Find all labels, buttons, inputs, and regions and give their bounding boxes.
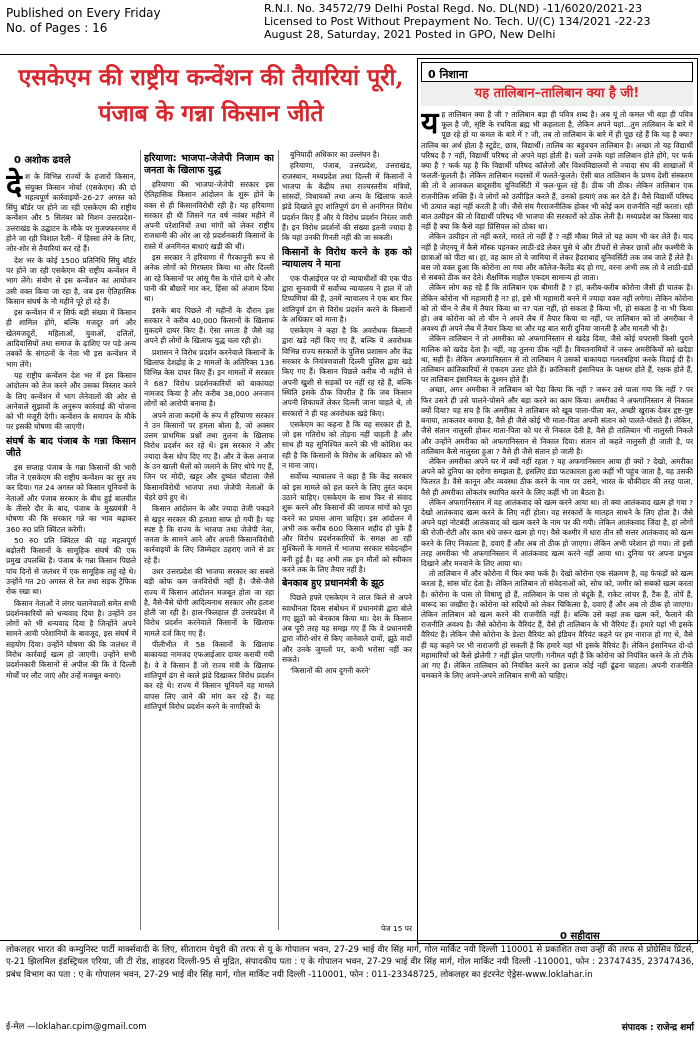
column-divider [140,150,141,930]
byline: 0 अशोक ढवले [14,155,71,166]
page-count: No. of Pages : 16 [6,21,108,35]
lead-column-1 [6,150,136,930]
paragraph: पीलीभीत में 58 किसानों के खिलाफ बाकायदा नामजद एफआईआर दायर करायी गयी है। वे वे किसान हैं जो राज्य मंत्री के खिलाफ शांतिपूर्ण ढंग से काले झंडे दिखाकर विरोध प्रदर्शन कर रहे थे। राज्य में किसान यूनियनें यह मामले वापस लिए जाने की मांग कर रहे हैं। यह शांतिपूर्ण विरोध प्रदर्शन करने के नागरिकों के [144,640,274,711]
column-label: 0 निशाना [428,68,468,81]
paragraph: 'किसानों की आय दुगनी करने' [290,666,371,676]
continued-on: पेज 15 पर [380,924,412,933]
sidebar-body [421,110,693,938]
paragraph: इस कन्वेंशन में न सिर्फ बड़ी संख्या में किसान ही शामिल होंगे, बल्कि मजदूर वर्ग और खेतमजदूरों, महिलाओं, युवाओं, दलितों, आदिवासियों तथा समाज के ढ़ाशिए पर पड़े अन्य तबकों के संगठनों के नेता भी इस कन्वेंशन में भाग लेंगे। [6,308,136,369]
rni-number: R.N.I. No. 34572/79 Delhi Postal Regd. No. DL(ND) -11/6020/2021-23 [264,2,643,15]
paragraph: यह राष्ट्रीय कन्वेंशन देश भर में इस किसान आंदोलन को तेज करने और उसका विस्तार करने के लिए कन्वेंशन में भाग लेनेवालों की ओर से आनेवाले सुझावों के अनुरूप कार्रवाई की योजना को भी मंजूरी देगी। कन्वेंशन के समापन के मौके पर इसकी घोषणा की जाएगी। [6,370,136,432]
column-divider [278,150,279,930]
paragraph: श के विभिन्न राज्यों के हजारों किसान, संयुक्त किसान मोर्चा (एसकेएम) की दो महत्वपूर्ण कार्रवाइयों–26-27 अगस्त को सिंघु बॉर्डर पर होने जा रही एसकेएम की राष्ट्रीय कन्वेंशन और 5 सितंबर को मिशन उत्तरप्रदेश–उत्तराखंड के उद्घाटन के मौके पर मुजफ्फरनगर में होने जा रही विशाल रैली– में हिस्सा लेने के लिए, जोर-शोर से तैयारियां कर रहे हैं। [6,172,136,254]
paragraph: किसान नेताओं ने लंगर चलानेवालों समेत सभी प्रदर्शनकारियों को धन्यवाद दिया है। उन्होंने उन लोगों को भी धन्यवाद दिया है जिन्होंने अपने सामने आयी परेशानियों के बावजूद, इस संघर्ष में सहयोग दिया। उन्होंने घोषणा की कि जलंधर में विरोध कार्रवाई खत्म हो जाएगी। उन्होंने सभी प्रदर्शनकारी किसानों से अपील की कि वे दिल्ली मोर्चों पर लौट जाएं और उन्हें मजबूत बनाएं। [6,598,136,680]
subheading: किसानों के विरोध करने के हक को न्यायालय ने माना [282,246,412,270]
paragraph: लेकिन लोग कह रहे हैं कि तालिबान एक बीमारी है ? हां, करीब-करीब कोरोना जैसी ही घातक है। लेकिन कोरोना भी महामारी है न? हां, इसे भी महामारी बनने में ज्यादा वक्त नहीं लगेगा। लेकिन कोरोना को तो चीन ने लैब में तैयार किया था न? पता नहीं, हो सकता है किया भी, हो सकता है ना भी किया हो। अब कोरोना को तो चीन ने अपने लैब में तैयार किया या नहीं, पर तालिबान को तो अमरीका ने अवश्य ही अपने लैब में तैयार किया था और यह बात सारी दुनिया जानती है और मानती भी है। [421,283,693,334]
paragraph: हरियाणा, पंजाब, उत्तरप्रदेश, उत्तराखंड, राजस्थान, मध्यप्रदेश तथा दिल्ली में किसानों ने भाजपा के केंद्रीय तथा राज्यस्तरीय मंत्रियों, सांसदों, विधायकों तथा अन्य के खिलाफ काले झंडे दिखाते हुए शांतिपूर्ण ढंग से अनगिनत विरोध प्रदर्शन किए हैं और ये विरोध प्रदर्शन निरंतर जारी हैं। इन विरोध प्रदर्शनों की संख्या इतनी ज्यादा है कि यहां उनकी गिनती नहीं की जा सकती। [282,161,412,243]
editor-credit: संपादक : राजेन्द्र शर्मा [621,1023,694,1033]
lead-column-3 [282,150,412,930]
issue-date: August 28, Saturday, 2021 Posted in GPO, New Delhi [264,28,556,41]
imprint-line: लोकलहर भारत की कम्युनिस्ट पार्टी मार्क्सवादी के लिए, सीताराम येचुरी की तरफ से यू के गोपालन भवन, 27-29 भाई वीर सिंह मार्ग, गोल मार्किट नयी दिल्ली 110001 से प्रकाशित तथा उन्हीं की तरफ से प्रोग्रेसिव प्रिंटर्स, ए-21 झिलमिल इंडस्ट्रियल एरिया, जी टी रोड, शाहदरा दिल्ली-95 से मुद्रित, संपादकीय पता : ए के गोपालन भवन, 27-29 भाई वीर सिंह मार्ग, गोल मार्किट नयी दिल्ली -110001, फोन : 23747435, 23747436, प्रबंध विभाग का पता : ए के गोपालन भवन, 27-29 भाई वीर सिंह मार्ग, गोल मार्किट नयी दिल्ली -110001, फोन : 011-23348725, लोकलहर का इंटरनेट ऐड्रेस-www.loklahar.in [6,945,694,980]
masthead-left [6,6,161,36]
dropcap: य [421,110,439,141]
subheading: बेनकाब हुए प्रधानमंत्री के झूठ [282,578,384,590]
top-divider [0,54,700,55]
paragraph: एसकेएम का कहना है कि यह सरकार ही है, जो इस गतिरोध को तोड़ना नहीं चाहती है और साथ ही यह सुनिश्चित करने की भी कोशिश कर रही है कि किसानों के विरोध के अधिकार को भी न माना जाए। [282,419,412,471]
paragraph: बुनियादी अधिकार का उल्लंघन है। [290,150,380,159]
sidebar-signature: 0 सहीदास [560,931,600,942]
paragraph: इस सप्ताह पंजाब के गन्ना किसानों की भारी जीत ने एसकेएम की राष्ट्रीय कन्वेंशन का सुर तय कर दिया। गत 24 अगस्त को किसान यूनियनों के नेताओं और पंजाब सरकार के बीच हुई बातचीत के तीसरे दौर के बाद, पंजाब के मुख्यमंत्री ने घोषणा की कि सरकार गन्ने का भाव बढ़ाकर 360 रु0 प्रति क्विंटल करेगी। [6,462,136,534]
dropcap: दे [6,168,22,204]
postal-license: Licensed to Post Without Prepayment No. Tech. U/(C) 134/2021 -22-23 [264,15,651,28]
bottom-divider [0,940,700,941]
subheading: संघर्ष के बाद पंजाब के गन्ना किसान जीते [6,435,136,459]
published-frequency: Published on Every Friday [6,6,161,20]
paragraph: हरियाणा की भाजपा-जेजेपी सरकार इस ऐतिहासिक किसान आंदोलन के शुरू होने के वक्त से ही किसानविरोधी रही है। यह हरियाणा सरकार ही थी जिसने गत वर्ष नवंबर महीने में अपनी परेशानियों तथा मांगों को लेकर राष्ट्रीय राजधानी की ओर आ रहे प्रदर्शनकारी किसानों के रास्ते में अनगिनत बाधाएं खड़ी की थीं। [144,180,274,251]
paragraph: 50 रु0 प्रति क्विंटल की यह महत्वपूर्ण बढ़ोतरी किसानों के सामूहिक संघर्ष की एक प्रमुख उपलब्धि है। पंजाब के गन्ना किसान पिछले पांच दिनों से जलंधर में एक सामूहिक लहुं रहे थे। उन्होंने गत 20 अगस्त से रेल तथा सड़क ट्रैफिक रोक रखा था। [6,535,136,597]
paragraph: एक पीआईएल पर दो न्यायाधीशों की एक पीठ द्वारा सुनवायी में सर्वोच्च न्यायालय ने हाल में जो टिप्पणियां की हैं, उनमें न्यायालय ने एक बार फिर शांतिपूर्ण ढंग से विरोध प्रदर्शन करने के किसानों के अधिकार को माना है। [282,273,412,324]
lead-column-2 [144,150,274,930]
subheading: हरियाणा: भाजपा–जेजेपी निजाम का जनता के खिलाफ युद्ध [144,153,274,176]
paragraph: पिछले हफ्ते एसकेएम ने लाल किले से अपने स्वाधीनता दिवस संबोधन में प्रधानमंत्री द्वारा बोले गए झूठों को बेनकाब किया था। देश के किसान अब पूरी तरह यह समझ गए हैं कि वे प्रधानमंत्री द्वारा जीरो-शोर से किए जानेवाले दावों, झूठे वादों और उनके जुमलों पर, कभी भरोसा नहीं कर सकते। [282,593,412,665]
paragraph: उधर उत्तरप्रदेश की भाजपा सरकार का सबसे बड़ी कोफ कम जनविरोधी नहीं है। जैसे-जैसे राज्य में किसान आंदोलन मजबूत होता जा रहा है, वैसे-वैसे योगी आदित्यनाथ सरकार और हताश होती जा रही है। हाल-फिलहाल ही उत्तरप्रदेश में विरोध प्रदर्शन करनेवाले किसानों के खिलाफ मामले दर्ज किए गए हैं। [144,566,274,638]
paragraph: लेकिन अफगानिस्तान में वह आतंकवाद को खत्म करने आया था। तो क्या आतंकवाद खत्म हो गया ? देखो आतंकवाद खत्म करने के लिए नहीं होता। वह सरकारों के मातहत साधने के लिए होता है। जैसे अपने यहां नोटबंदी आतंकवाद को खत्म करने के नाम पर की गयी। लेकिन आतंकवाद जिंदा है, हां लोगों की रोजी-रोटी और काम धंधे जरूर खत्म हो गए। वैसे कश्मीर में धारा तीन सौ सत्तर आतंकवाद को खत्म करने के लिए निकाला है, दवाएं हैं और अब तो ठीक हो जाएगा। लेकिन अभी परेशान हो गया। तो इसी तरह अमरीका भी अफगानिस्तान में आतंकवाद खत्म करने नहीं आया था। दुनिया पर अपना प्रभुत्व दिखाने और मनवाने के लिए आया था। [421,497,693,568]
paragraph: अच्छा, अगर अमरीका ने तालिबान को पैदा किया कि नहीं ? जरूर उसे पाला गया कि नहीं ? पर फिर उसने ही उसे पालने-पोसने और बड़ा करने का काम किया। अमरीका ने अफगानिस्तान से निकाल क्यों दिया? यह सच है कि अमरीका ने तालिबान को खूब पाला-पीला कर, अच्छी खुराक देकर हृष्ट-पुष्ट बनाया, ताकतवर बनाया है, वैसे ही जैसे कोई भी माता-पिता अपनी संतान को पालते-पोसते हैं। लेकिन, जैसे संतान नालुस्ती होकर माता-पिता को घर से निकाल देती है, वैसे ही तालिबान भी नालुस्ती निकले और उन्होंने अमरीका को अफगानिस्तान से निकाल दिया। संतान तो कहते नालुस्ती ही जाती है, पर तालिबान कैसे नालुस्ता हुआ ? वैसे ही जैसे संतान हो जाती है। [421,385,693,456]
paragraph: एसकेएम ने कहा है कि अवरोधक किसानों द्वारा खड़े नहीं किए गए हैं, बल्कि ये अवरोधक विभिन्न राज्य सरकारों के पुलिस प्रशासन और केंद्र सरकार के नियंत्रणवाली दिल्ली पुलिस द्वारा खड़े किए गए हैं। किसान पिछले करीब नौ महीने से अपनी खुशी से सड़कों पर नहीं रह रहे हैं, बल्कि स्थिति इसके ठीक विपरीत है कि जब किसान अपनी शिकायतें लेकर दिल्ली जाना चाहते थे, तो सरकारों ने ही यह अवरोधक खड़े किए। [282,326,412,418]
paragraph: अपने ताजा कदमों के रूप में हरियाणा सरकार ने उन किसानों पर हमला बोला है, जो अक्सर उत्तम प्राथमिक प्रश्नों तथा तुलना के खिलाफ विरोध प्रदर्शन कर रहे थे। इस सरकार ने और ज्यादा केस थोप दिए गए हैं। और वे केस अनाज के उन खाली थैलों को जलाने के लिए थोपे गए हैं, जिन पर मोदी, खट्टर और दुष्यंत चौटाला जैसे किसानविरोधी भाजपा तथा जेजेपी नेताओं के चेहरे छपे हुए थे। [144,410,274,502]
paragraph: लेकिन अमरीका अपने घर में क्यों नहीं रहता ? यह अफगानिस्तान आया ही क्यों ? देखो, अमरीका अपने को दुनिया का दरोगा समझता है, इसलिए डंडा फटकारता हुआ कहीं भी पहुंच जाता है, यह उसकी फितरत है। वैसे कानून और व्यवस्था ठीक करने के नाम पर उसने, भारत के चौकीदार की तरह पाला, वैसे ही अमरीका लोकतंत्र स्थापित करने के लिए कहीं भी जा बैठता है। [421,456,693,497]
paragraph: इसके बाद पिछले नौ महीनों के दौरान इस सरकार ने करीब 40,000 किसानों के खिलाफ मुकदमे दायर किए हैं। ऐसा लगता है जैसे वह अपने ही लोगों के खिलाफ युद्ध चला रही हो। [144,305,274,346]
column-label-box [421,62,693,82]
paragraph: इस सरकार ने हरियाणा में गैरकानूनी रूप से अनेक लोगों को गिरफ्तार किया था और दिल्ली आ रहे किसानों पर आंसू गैस के गोले दागे थे और पानी की बौछारें मार कर, हिंसा को अंजाम दिया था। [144,253,274,304]
masthead-right [264,2,694,41]
paragraph: लेकिन तालिबान ने तो अमरीका को अफगानिस्तान से खदेड़ दिया, जैसे कोई चपरासी किसी पुराने मालिक को खदेड़ देता है। नहीं, वह तुलना ठीक नहीं है। वियतनामियों ने जरूर अमरीकियों को खदेड़ा था, सही है। लेकिन अफगानिस्तान से तो तालिबान ने उसको बाकायदा गलतबहियां करके विदाई दी है। तालिबान क्रांतिकारियों से एकदम उलट होते हैं। क्रांतिकारी इंसानियत के पक्षधर होते हैं, रक्षक होते हैं, पर तालिबान इंसानियत के दुश्मन होते हैं। [421,334,693,385]
paragraph: देश भर के कोई 1500 प्रतिनिधि सिंघु बॉर्डर पर होने जा रही एसकेएम की राष्ट्रीय कन्वेंशन में भाग लेंगे। संयोग से इस कन्वेंशन का आयोजन उसी वक्त किया जा रहा है, जब इस ऐतिहासिक किसान संघर्ष के नौ महीने पूरे हो रहे हैं। [6,255,136,306]
paragraph: तो तालिबान में और कोरोना में फिर क्या फर्क है। देखो कोरोना एक संक्रमण है, वह फेफड़ों को खत्म करता है, सांस घोंट देता है। लेकिन तालिबान तो संवेदनाओं को, सोच को, जमीर को सबको खत्म करता है। कोरोना के पास तो विषाणु हो हैं, तालिबान के पास तो बंदूकें हैं, राकेट लांचर हैं, टैंक हैं, तोपें हैं, बारूद का जखीरा है। कोरोना को सदियों को लेकर चिकित्सा है, दवाएं हैं और अब तो ठीक हो जाएगा। लेकिन तालिबान को खत्म करने की राजनीति नहीं है। बल्कि उसे कहां तक खत्म करें, फैलाने की राजनीति अवश्य है। जैसे कोरोना के वैरियंट हैं, वैसे ही तालिबान के भी वैरियंट हैं। हमारे यहां भी इसके वैरियंट हैं। लेकिन जैसे कोरोना के डेल्टा वैरियंट को इंडियन वैरियंट कहने पर हम नाराज हो गए थे, वैसे ही यह कहने पर भी नाराजगी हो सकती है कि हमारे यहां भी इसके वैरियंट हैं। लेकिन इंसानियत दो-दो महामारियों को कैसे झेलेगी ? नहीं झेल पाएगी। गनीमत यही है कि कोरोना को नियंत्रित करने के तो टीके आ गए हैं। लेकिन तालिबान को नियंत्रित करने का इलाज कोई नहीं ढूंढ़ना चाहता। अपनी राजनीति चमकाने के लिए अपने-अपने तालिबान सभी को चाहिए। [421,569,693,681]
lead-headline: एसकेएम की राष्ट्रीय कन्वेंशन की तैयारियां पूरी, पंजाब के गन्ना किसान जीते [18,64,404,127]
paragraph: सर्वोच्च न्यायालय ने कहा है कि केंद्र सरकार को इस मामले को हल करने के लिए तुरंत कदम उठाने चाहिए। एसकेएम के साथ फिर से संवाद शुरू करने और किसानों की जायज मांगों को पूरा करने का प्रयास आना चाहिए। इस आंदोलन में अभी तक करीब 600 किसान शहीद हो चुके हैं और विरोध प्रदर्शनकारियों के समक्ष आ रही मुश्किलों के मामले में भाजपा सरकार संवेदनहीन बनी हुई है। वह अभी तक इन मौतों को स्वीकार करने तक के लिए तैयार नहीं है। [282,472,412,574]
paragraph: ह तालिबान क्या है जी ? तालिबान बड़ा ही पवित्र शब्द है। अब यूं तो कमल भी बड़ा ही पवित्र फूल है जी, सृष्टि के रचयिता ब्रह्म भी कहलाता है, लेकिन अपने यहां...तुम तालिबान के बारे में पूछ रहे हो या कमल के बारे में ? जी, तब तो तालिबान के बारे में ही पूछ रहे हैं कि यह है क्या? तालिब का अर्थ होता है स्टूडेंट, छात्र, विद्यार्थी। तालिब का बहुवचन तालिबान है। अच्छा तो यह विद्यार्थी परिषद है ? नहीं, विद्यार्थी परिषद तो अपने यहां होती है। चलो उनके यहां तालिबान होते होंगे, पर फर्क क्या है ? फर्क यह है कि विद्यार्थी परिषद कॉलेजों और विश्वविद्यालयों से ज्यादा संघ की शाखाओं में फलती-फूलती है। लेकिन तालिबान मदरसों में फलते-फूलते। ऐसी बात तालिबान के प्रणय देशी संस्करण की तो वे आजकल बादूसरीय यूनिवर्सिटी में फल-फूल रहे हैं। ठीक जी ठीक। लेकिन तालिबान एक राजनीतिक शक्ति हैं। वे लोगों को उत्पीड़ित करते हैं, उनको हत्याएं तक कर देते हैं। वैसे विद्यार्थी परिषद भी उत्पात कहां नहीं करती है जी। जैसे संघ गैरराजनीतिक होकर भी कोई कम राजनीति नहीं करता। रही बात उत्पीड़न की तो विद्यार्थी परिषद भी भाजपा की सरकारों को ठोंक लेती है। मध्यप्रदेश का किस्सा याद नहीं है क्या कि कैसे वहां प्रिंसिपल को ठोका था। [421,110,693,232]
paragraph: किसान आंदोलन के और ज्यादा तेजी पकड़ने से खट्टर सरकार की हताशा साफ हो गयी है। यह स्पष्ट है कि राज्य के भाजपा तथा जेजेपी नेता, जनता के सामने आने और अपनी किसानविरोधी कार्रवाइयों के लिए जिम्मेदार ठहराए जाने से डर रहे हैं। [144,504,274,565]
email-line: ई-मेल —loklahar.cpim@gmail.com [6,1022,147,1032]
paragraph: प्रशासन ने विरोध प्रदर्शन करनेवाले किसानों के खिलाफ देशद्रोह के 2 मामलों के अतिरिक्त 136 विभिन्न केस दायर किए हैं। इन मामलों में सरकार ने 687 विरोध प्रदर्शनकारियों को बाकायदा नामजद किया है और करीब 38,000 अनजान लोगों को आरोपी बनाया है। [144,347,274,409]
sidebar-headline: यह तालिबान–तालिबान क्या है जी! [421,82,693,106]
paragraph: लेकिन उत्पीड़न तो नहीं करते, मारते तो नहीं हैं ? नहीं मौका मिले तो यह काम भी कर लेते हैं। याद नहीं है जेएनयू में कैसे मॉस्क पहनकर लाठी-डंडे लेकर घुसे थे और टीचरों से लेकर छात्रों और कश्मीरी के छात्राओं को पीटा था। हां, वह काम तो ये जामिया में लेकर हैदराबाद यूनिवर्सिटी तक जब जाते हैं लेते हैं। बस जो वक्त हुआ कि कोरोना आ गया और कॉलेज-कैलेंड बंद हो गए, वरना अभी तक तो वे लाठी-डंडों से सबको ठीक कर देते। शैक्षणिक माहौल एकदम सामान्य हो जाता। [421,232,693,283]
